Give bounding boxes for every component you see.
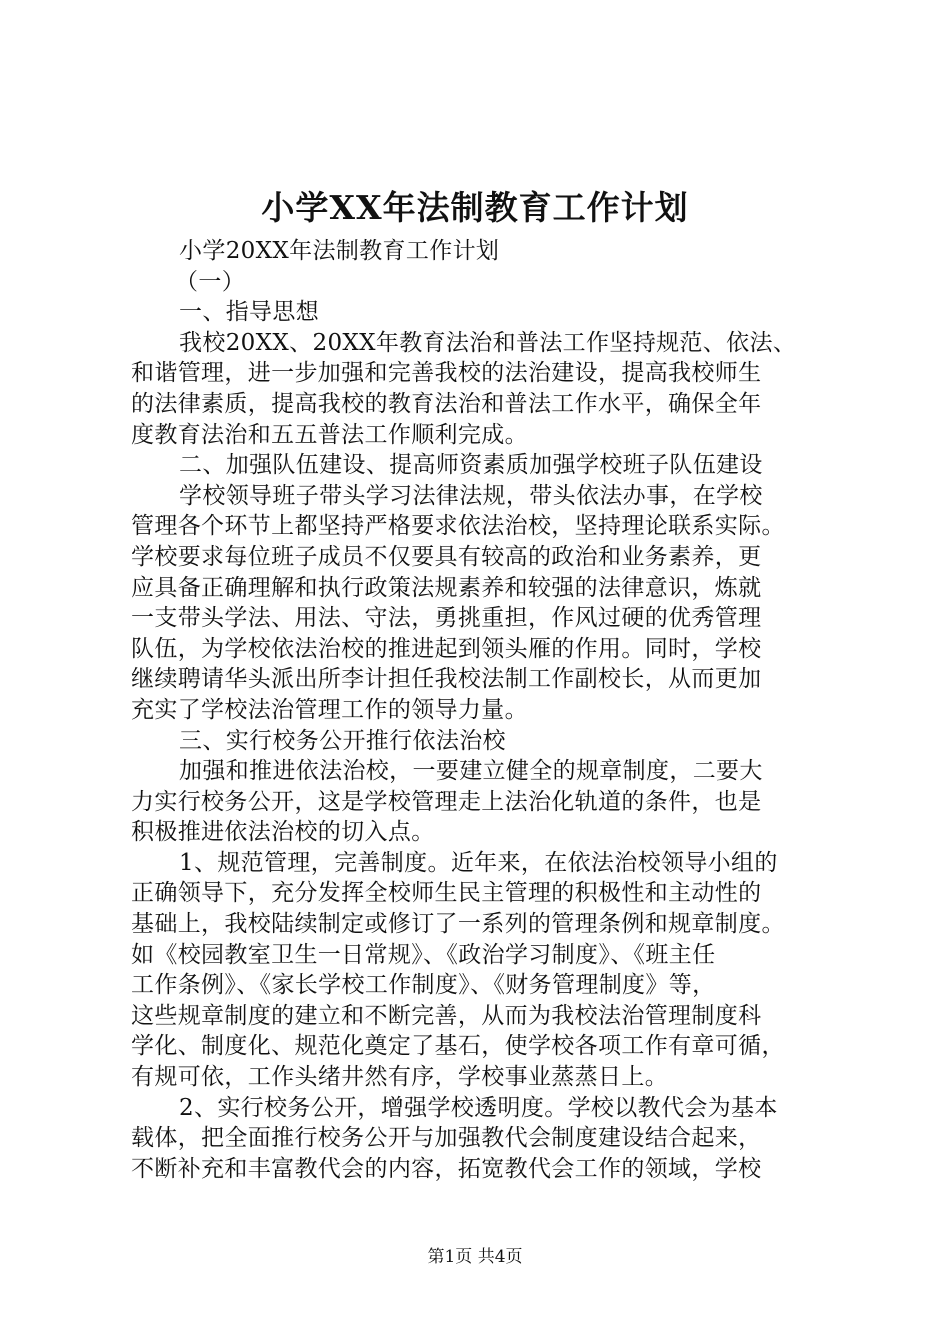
paragraph-line: 学校领导班子带头学习法律法规，带头依法办事，在学校 (179, 482, 763, 509)
paragraph-line: 有规可依，工作头绪井然有序，学校事业蒸蒸日上。 (131, 1064, 669, 1091)
paragraph-line: 管理各个环节上都坚持严格要求依法治校，坚持理论联系实际。 (131, 513, 785, 540)
paragraph-line: 一支带头学法、用法、守法，勇挑重担，作风过硬的优秀管理 (131, 605, 762, 632)
paragraph-line: 应具备正确理解和执行政策法规素养和较强的法律意识，炼就 (131, 574, 762, 601)
paragraph-line: 力实行校务公开，这是学校管理走上法治化轨道的条件，也是 (131, 788, 762, 815)
paragraph-line: 载体，把全面推行校务公开与加强教代会制度建设结合起来， (131, 1125, 762, 1152)
paragraph-line: 学化、制度化、规范化奠定了基石，使学校各项工作有章可循， (131, 1033, 785, 1060)
subtitle-line: 小学20XX年法制教育工作计划 (179, 238, 500, 264)
paragraph-line: 和谐管理，进一步加强和完善我校的法治建设，提高我校师生 (131, 360, 762, 387)
paragraph-line: 度教育法治和五五普法工作顺利完成。 (131, 421, 528, 448)
paragraph-line: 队伍，为学校依法治校的推进起到领头雁的作用。同时，学校 (131, 635, 762, 662)
list-item-2-line: 2、实行校务公开，增强学校透明度。学校以教代会为基本 (179, 1094, 778, 1121)
paragraph-line: 我校20XX、20XX年教育法治和普法工作坚持规范、依法、 (179, 329, 797, 356)
section-heading-1: 一、指导思想 (179, 299, 320, 326)
list-item-1-line: 1、规范管理，完善制度。近年来，在依法治校领导小组的 (179, 849, 778, 876)
page-footer: 第1页 共4页 (427, 1247, 523, 1267)
paragraph-line: 积极推进依法治校的切入点。 (131, 819, 435, 846)
section-number-line: （一） (175, 268, 246, 295)
section-heading-3: 三、实行校务公开推行依法治校 (179, 727, 506, 754)
paragraph-line: 基础上，我校陆续制定或修订了一系列的管理条例和规章制度。 (131, 911, 785, 938)
paragraph-line: 学校要求每位班子成员不仅要具有较高的政治和业务素养，更 (131, 543, 762, 570)
paragraph-line: 继续聘请华头派出所李计担任我校法制工作副校长，从而更加 (131, 666, 762, 693)
paragraph-line: 不断补充和丰富教代会的内容，拓宽教代会工作的领域，学校 (131, 1155, 762, 1182)
paragraph-line: 如《校园教室卫生一日常规》、《政治学习制度》、《班主任 (131, 941, 716, 968)
section-heading-2: 二、加强队伍建设、提高师资素质加强学校班子队伍建设 (179, 452, 763, 479)
paragraph-line: 加强和推进依法治校，一要建立健全的规章制度，二要大 (179, 758, 763, 785)
paragraph-line: 的法律素质，提高我校的教育法治和普法工作水平，确保全年 (131, 390, 762, 417)
paragraph-line: 工作条例》、《家长学校工作制度》、《财务管理制度》等， (131, 972, 716, 999)
paragraph-line: 充实了学校法治管理工作的领导力量。 (131, 696, 528, 723)
paragraph-line: 正确领导下，充分发挥全校师生民主管理的积极性和主动性的 (131, 880, 762, 907)
document-title: 小学XX年法制教育工作计划 (261, 188, 689, 227)
document-body (131, 236, 831, 1184)
paragraph-line: 这些规章制度的建立和不断完善，从而为我校法治管理制度科 (131, 1002, 762, 1029)
